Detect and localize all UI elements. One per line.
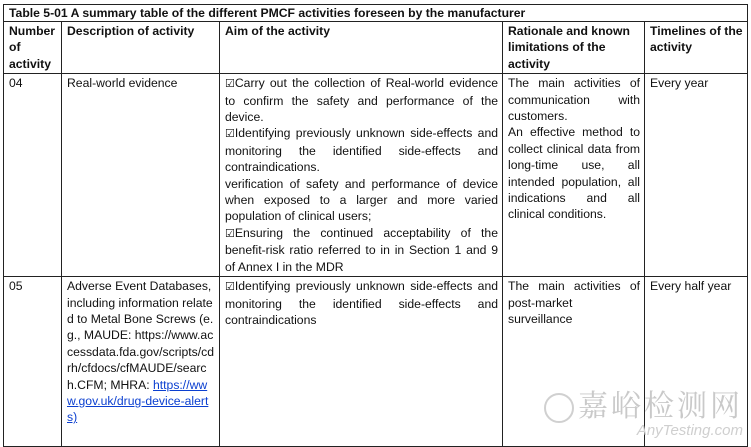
checkbox-icon: ☑ — [225, 280, 235, 294]
checkbox-icon: ☑ — [225, 77, 235, 91]
header-aim: Aim of the activity — [220, 22, 503, 74]
row-number: 05 — [4, 277, 62, 447]
table-row — [4, 277, 748, 447]
row-description: Real-world evidence — [62, 74, 220, 277]
row-aim — [220, 277, 503, 447]
table-header-row — [4, 22, 748, 74]
watermark-en: AnyTesting.com — [636, 422, 743, 439]
aim-item: ☑Identifying previously unknown side-effects and monitoring the identified side-effects and contraindications — [225, 279, 498, 327]
row-description: Adverse Event Databases, including information related to Metal Bone Screws (e.g., MAUDE: https://www.accessdata.fda.gov/scripts/cdrh/cfdocs/cfMAUDE/search.CFM; MHRA: https://www.gov.uk/drug-device-alerts) — [62, 277, 220, 447]
pmcf-activities-table — [3, 4, 748, 447]
aim-item: ☑Identifying previously unknown side-effects and monitoring the identified side-effects and contraindications. — [225, 126, 498, 175]
drug-device-alerts-link[interactable]: https://www.gov.uk/drug-device-alerts) — [67, 377, 209, 425]
watermark-cn: 嘉峪检测网 — [578, 389, 743, 424]
row-aim — [220, 74, 503, 277]
header-number: Number of activity — [4, 22, 62, 74]
table-row — [4, 74, 748, 277]
row-rationale: The main activities of post-market surveillance — [503, 277, 645, 447]
aim-item: verification of safety and performance of device when exposed to a larger and more varied population of clinical users; — [225, 176, 498, 224]
aim-item: ☑Ensuring the continued acceptability of the benefit-risk ratio referred to in in Section 1 and 9 of Annex I in the MDR — [225, 225, 498, 274]
checkbox-icon: ☑ — [225, 127, 235, 141]
header-rationale: Rationale and known limitations of the activity — [503, 22, 645, 74]
header-timelines: Timelines of the activity — [645, 22, 748, 74]
aim-item: ☑Carry out the collection of Real-world evidence to confirm the safety and performance of the device. — [225, 76, 498, 125]
row-number: 04 — [4, 74, 62, 277]
table-caption: Table 5-01 A summary table of the different PMCF activities foreseen by the manufacturer — [4, 5, 748, 22]
row-timeline: Every year — [645, 74, 748, 277]
header-description: Description of activity — [62, 22, 220, 74]
row-rationale: The main activities of communication with customers. An effective method to collect clinical data from long-time use, all intended population, all indications and all clinical conditions. — [503, 74, 645, 277]
checkbox-icon: ☑ — [225, 226, 235, 240]
row-timeline: Every half year — [645, 277, 748, 447]
